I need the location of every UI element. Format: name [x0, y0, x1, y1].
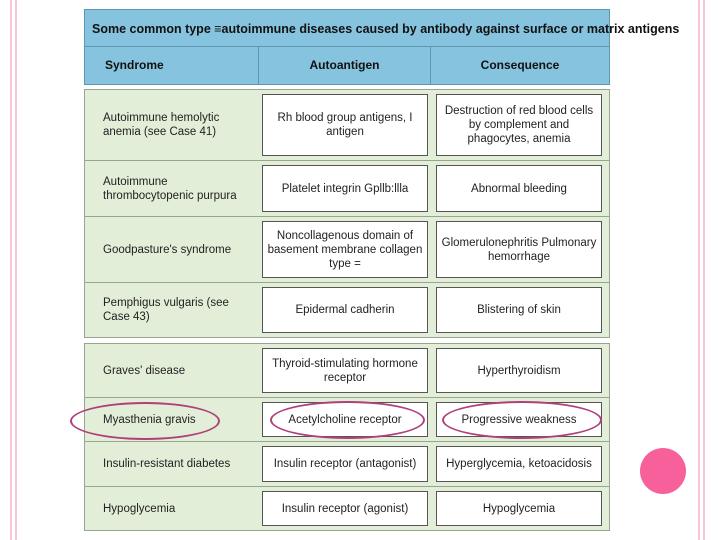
slide-frame-line: [698, 0, 700, 540]
consequence-cell: Glomerulonephritis Pulmonary hemorrhage: [436, 221, 602, 278]
autoantigen-cell: Noncollagenous domain of basement membrane collagen type =: [262, 221, 428, 278]
slide-frame-line: [15, 0, 17, 540]
consequence-cell: Abnormal bleeding: [436, 165, 602, 212]
consequence-cell: Hyperglycemia, ketoacidosis: [436, 446, 602, 482]
header-consequence: Consequence: [480, 58, 560, 72]
autoantigen-cell: Insulin receptor (antagonist): [262, 446, 428, 482]
slide-frame-line: [10, 0, 12, 540]
syndrome-cell: Autoimmune thrombocytopenic purpura: [103, 175, 237, 202]
table-row: [84, 216, 610, 283]
table-row: [84, 441, 610, 487]
syndrome-cell: Graves' disease: [103, 364, 186, 377]
table-row: [84, 397, 610, 442]
syndrome-cell: Autoimmune hemolytic anemia (see Case 41): [103, 112, 220, 138]
header-autoantigen: Autoantigen: [259, 47, 431, 84]
consequence-cell: Blistering of skin: [436, 287, 602, 333]
table-row: [84, 343, 610, 398]
consequence-cell: Hypoglycemia: [436, 491, 602, 526]
autoantigen-cell: Platelet integrin Gpllb:llla: [262, 165, 428, 212]
table-row: [84, 282, 610, 338]
autoantigen-cell: Thyroid-stimulating hormone receptor: [262, 348, 428, 393]
autoantigen-cell: Epidermal cadherin: [262, 287, 428, 333]
autoantigen-cell: Insulin receptor (agonist): [262, 491, 428, 526]
autoimmune-table: [84, 9, 680, 540]
syndrome-cell: Pemphigus vulgaris (see Case 43): [103, 297, 229, 323]
table-title: Some common type ≡autoimmune diseases caused by antibody against surface or matrix antigens: [84, 9, 610, 47]
table-row: [84, 160, 610, 217]
consequence-cell: Hyperthyroidism: [436, 348, 602, 393]
table-row: [84, 89, 610, 161]
consequence-cell: Progressive weakness: [436, 402, 602, 437]
syndrome-cell: Insulin-resistant diabetes: [103, 458, 231, 470]
syndrome-cell: Goodpasture's syndrome: [103, 243, 232, 256]
accent-dot: [640, 448, 686, 494]
syndrome-cell: Myasthenia gravis: [103, 413, 196, 426]
consequence-cell: Destruction of red blood cells by complement and phagocytes, anemia: [436, 94, 602, 156]
slide-frame-line: [703, 0, 705, 540]
header-syndrome: Syndrome: [85, 47, 259, 84]
table-row: [84, 486, 610, 531]
autoantigen-cell: Rh blood group antigens, I antigen: [262, 94, 428, 156]
autoantigen-cell: Acetylcholine receptor: [262, 402, 428, 437]
syndrome-cell: Hypoglycemia: [103, 502, 176, 515]
table-header-row: [84, 47, 610, 85]
